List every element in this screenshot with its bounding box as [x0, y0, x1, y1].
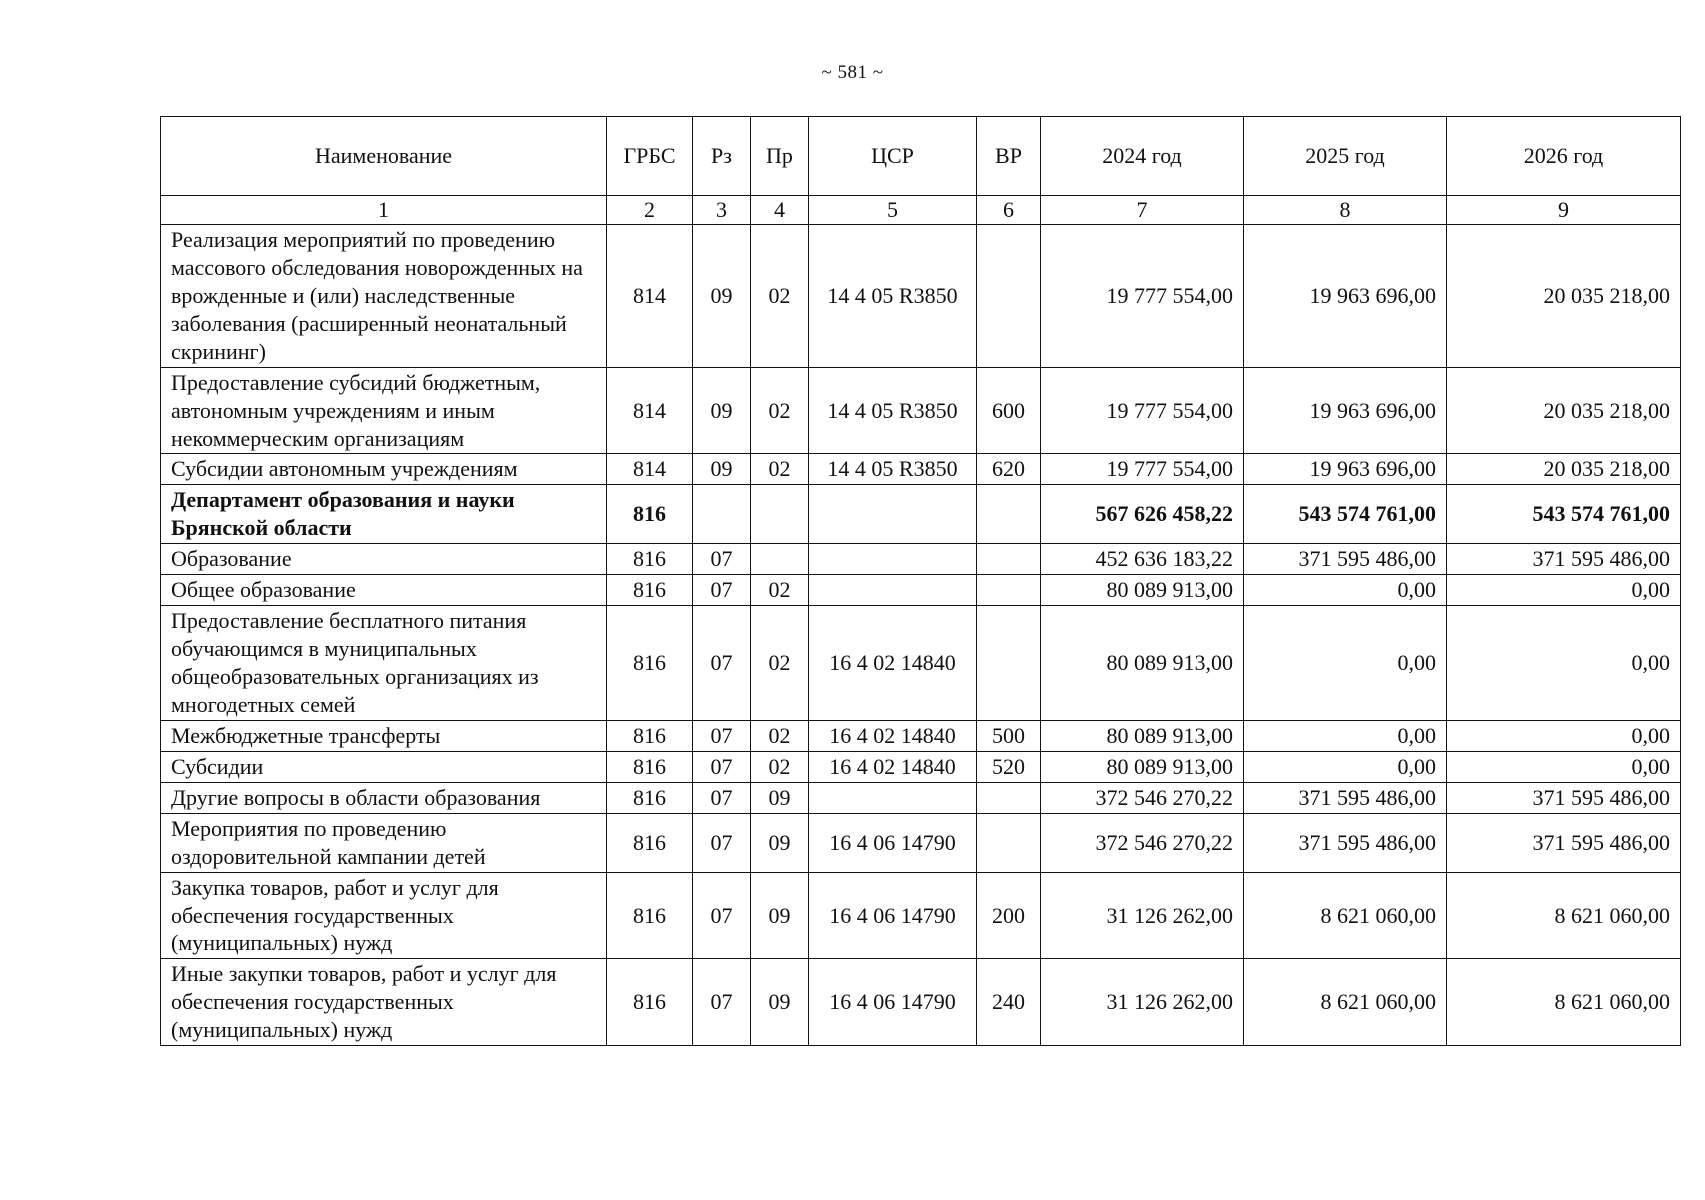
cell-grbs: 816: [607, 575, 693, 606]
cell-pr: 02: [751, 606, 809, 721]
cell-csr: 16 4 06 14790: [809, 872, 977, 959]
cell-csr: [809, 485, 977, 544]
cell-amount-2025: 371 595 486,00: [1244, 813, 1447, 872]
cell-amount-2026: 543 574 761,00: [1447, 485, 1681, 544]
cell-pr: 09: [751, 782, 809, 813]
cell-amount-2026: 371 595 486,00: [1447, 813, 1681, 872]
cell-amount-2024: 31 126 262,00: [1041, 872, 1244, 959]
table-row: [161, 544, 1681, 575]
cell-rz: 07: [693, 544, 751, 575]
cell-amount-2024: 19 777 554,00: [1041, 224, 1244, 367]
cell-csr: 14 4 05 R3850: [809, 367, 977, 454]
cell-vr: 240: [977, 959, 1041, 1046]
cell-vr: 500: [977, 720, 1041, 751]
cell-rz: 09: [693, 224, 751, 367]
header-pr: Пр: [751, 117, 809, 196]
cell-rz: 07: [693, 751, 751, 782]
cell-name: Реализация мероприятий по проведению массового обследования новорожденных на врожденные и (или) наследственные заболевания (расширенный неонатальный скрининг): [161, 224, 607, 367]
header-row: [161, 117, 1681, 196]
header-csr: ЦСР: [809, 117, 977, 196]
cell-amount-2024: 80 089 913,00: [1041, 606, 1244, 721]
cell-vr: 620: [977, 454, 1041, 485]
cell-amount-2026: 20 035 218,00: [1447, 224, 1681, 367]
cell-amount-2025: 0,00: [1244, 751, 1447, 782]
cell-csr: [809, 575, 977, 606]
cell-grbs: 814: [607, 367, 693, 454]
cell-name: Субсидии: [161, 751, 607, 782]
cell-csr: 16 4 02 14840: [809, 751, 977, 782]
budget-table: [160, 116, 1681, 1046]
cell-amount-2025: 0,00: [1244, 575, 1447, 606]
cell-grbs: 814: [607, 224, 693, 367]
table-row: [161, 606, 1681, 721]
cell-vr: [977, 485, 1041, 544]
cell-grbs: 816: [607, 606, 693, 721]
cell-rz: 07: [693, 606, 751, 721]
cell-pr: 02: [751, 751, 809, 782]
cell-amount-2026: 8 621 060,00: [1447, 959, 1681, 1046]
cell-amount-2024: 19 777 554,00: [1041, 367, 1244, 454]
cell-vr: [977, 782, 1041, 813]
cell-amount-2026: 0,00: [1447, 575, 1681, 606]
cell-amount-2025: 19 963 696,00: [1244, 454, 1447, 485]
cell-amount-2026: 371 595 486,00: [1447, 544, 1681, 575]
table-row: [161, 454, 1681, 485]
cell-name: Мероприятия по проведению оздоровительной кампании детей: [161, 813, 607, 872]
cell-grbs: 816: [607, 751, 693, 782]
cell-vr: 200: [977, 872, 1041, 959]
cell-amount-2026: 0,00: [1447, 606, 1681, 721]
table-row: [161, 575, 1681, 606]
cell-amount-2024: 80 089 913,00: [1041, 575, 1244, 606]
cell-amount-2024: 452 636 183,22: [1041, 544, 1244, 575]
table-row: [161, 959, 1681, 1046]
cell-amount-2026: 20 035 218,00: [1447, 367, 1681, 454]
cell-pr: 09: [751, 872, 809, 959]
cell-pr: 02: [751, 367, 809, 454]
cell-amount-2026: 0,00: [1447, 720, 1681, 751]
cell-pr: 02: [751, 224, 809, 367]
cell-rz: 07: [693, 720, 751, 751]
cell-rz: 07: [693, 575, 751, 606]
cell-amount-2026: 371 595 486,00: [1447, 782, 1681, 813]
cell-name: Закупка товаров, работ и услуг для обеспечения государственных (муниципальных) нужд: [161, 872, 607, 959]
table-row: [161, 782, 1681, 813]
table-row: [161, 813, 1681, 872]
cell-grbs: 816: [607, 720, 693, 751]
cell-name: Департамент образования и науки Брянской области: [161, 485, 607, 544]
cell-csr: 16 4 02 14840: [809, 720, 977, 751]
cell-amount-2024: 372 546 270,22: [1041, 782, 1244, 813]
cell-grbs: 814: [607, 454, 693, 485]
cell-vr: [977, 224, 1041, 367]
cell-amount-2024: 372 546 270,22: [1041, 813, 1244, 872]
column-number: 6: [977, 196, 1041, 225]
cell-amount-2026: 0,00: [1447, 751, 1681, 782]
cell-csr: 14 4 05 R3850: [809, 454, 977, 485]
header-name: Наименование: [161, 117, 607, 196]
cell-amount-2026: 8 621 060,00: [1447, 872, 1681, 959]
cell-amount-2024: 567 626 458,22: [1041, 485, 1244, 544]
cell-vr: 520: [977, 751, 1041, 782]
cell-pr: 02: [751, 575, 809, 606]
header-rz: Рз: [693, 117, 751, 196]
cell-grbs: 816: [607, 813, 693, 872]
cell-amount-2025: 0,00: [1244, 606, 1447, 721]
cell-grbs: 816: [607, 485, 693, 544]
header-vr: ВР: [977, 117, 1041, 196]
cell-rz: [693, 485, 751, 544]
cell-amount-2024: 80 089 913,00: [1041, 751, 1244, 782]
header-grbs: ГРБС: [607, 117, 693, 196]
table-row: [161, 751, 1681, 782]
table-body: [161, 224, 1681, 1045]
cell-grbs: 816: [607, 544, 693, 575]
cell-amount-2025: 0,00: [1244, 720, 1447, 751]
cell-grbs: 816: [607, 782, 693, 813]
cell-name: Предоставление бесплатного питания обучающимся в муниципальных общеобразовательных организациях из многодетных семей: [161, 606, 607, 721]
column-number: 4: [751, 196, 809, 225]
cell-name: Субсидии автономным учреждениям: [161, 454, 607, 485]
column-number: 2: [607, 196, 693, 225]
column-number: 1: [161, 196, 607, 225]
cell-amount-2025: 19 963 696,00: [1244, 224, 1447, 367]
cell-rz: 07: [693, 782, 751, 813]
cell-rz: 09: [693, 454, 751, 485]
column-number: 3: [693, 196, 751, 225]
cell-vr: 600: [977, 367, 1041, 454]
column-number: 5: [809, 196, 977, 225]
cell-name: Другие вопросы в области образования: [161, 782, 607, 813]
cell-grbs: 816: [607, 959, 693, 1046]
cell-name: Межбюджетные трансферты: [161, 720, 607, 751]
cell-vr: [977, 813, 1041, 872]
cell-rz: 07: [693, 813, 751, 872]
cell-vr: [977, 575, 1041, 606]
cell-csr: [809, 544, 977, 575]
column-number-row: [161, 196, 1681, 225]
cell-csr: 16 4 02 14840: [809, 606, 977, 721]
cell-pr: 09: [751, 813, 809, 872]
cell-amount-2025: 371 595 486,00: [1244, 544, 1447, 575]
column-number: 7: [1041, 196, 1244, 225]
cell-name: Образование: [161, 544, 607, 575]
table-row: [161, 720, 1681, 751]
header-2024: 2024 год: [1041, 117, 1244, 196]
header-2026: 2026 год: [1447, 117, 1681, 196]
cell-name: Предоставление субсидий бюджетным, автономным учреждениям и иным некоммерческим организациям: [161, 367, 607, 454]
cell-rz: 07: [693, 872, 751, 959]
cell-rz: 07: [693, 959, 751, 1046]
cell-vr: [977, 606, 1041, 721]
header-2025: 2025 год: [1244, 117, 1447, 196]
cell-name: Иные закупки товаров, работ и услуг для обеспечения государственных (муниципальных) нужд: [161, 959, 607, 1046]
cell-amount-2025: 371 595 486,00: [1244, 782, 1447, 813]
cell-pr: 09: [751, 959, 809, 1046]
cell-csr: [809, 782, 977, 813]
cell-name: Общее образование: [161, 575, 607, 606]
table-row: [161, 872, 1681, 959]
cell-amount-2025: 19 963 696,00: [1244, 367, 1447, 454]
cell-csr: 14 4 05 R3850: [809, 224, 977, 367]
cell-amount-2024: 80 089 913,00: [1041, 720, 1244, 751]
cell-grbs: 816: [607, 872, 693, 959]
cell-csr: 16 4 06 14790: [809, 813, 977, 872]
table-row: [161, 485, 1681, 544]
table-row: [161, 367, 1681, 454]
cell-rz: 09: [693, 367, 751, 454]
cell-amount-2024: 31 126 262,00: [1041, 959, 1244, 1046]
cell-pr: 02: [751, 454, 809, 485]
table-row: [161, 224, 1681, 367]
cell-amount-2025: 543 574 761,00: [1244, 485, 1447, 544]
cell-pr: 02: [751, 720, 809, 751]
cell-amount-2025: 8 621 060,00: [1244, 872, 1447, 959]
column-number: 8: [1244, 196, 1447, 225]
column-number: 9: [1447, 196, 1681, 225]
cell-amount-2026: 20 035 218,00: [1447, 454, 1681, 485]
page-number: ~ 581 ~: [821, 62, 884, 83]
cell-amount-2025: 8 621 060,00: [1244, 959, 1447, 1046]
cell-vr: [977, 544, 1041, 575]
cell-pr: [751, 544, 809, 575]
cell-amount-2024: 19 777 554,00: [1041, 454, 1244, 485]
cell-csr: 16 4 06 14790: [809, 959, 977, 1046]
cell-pr: [751, 485, 809, 544]
